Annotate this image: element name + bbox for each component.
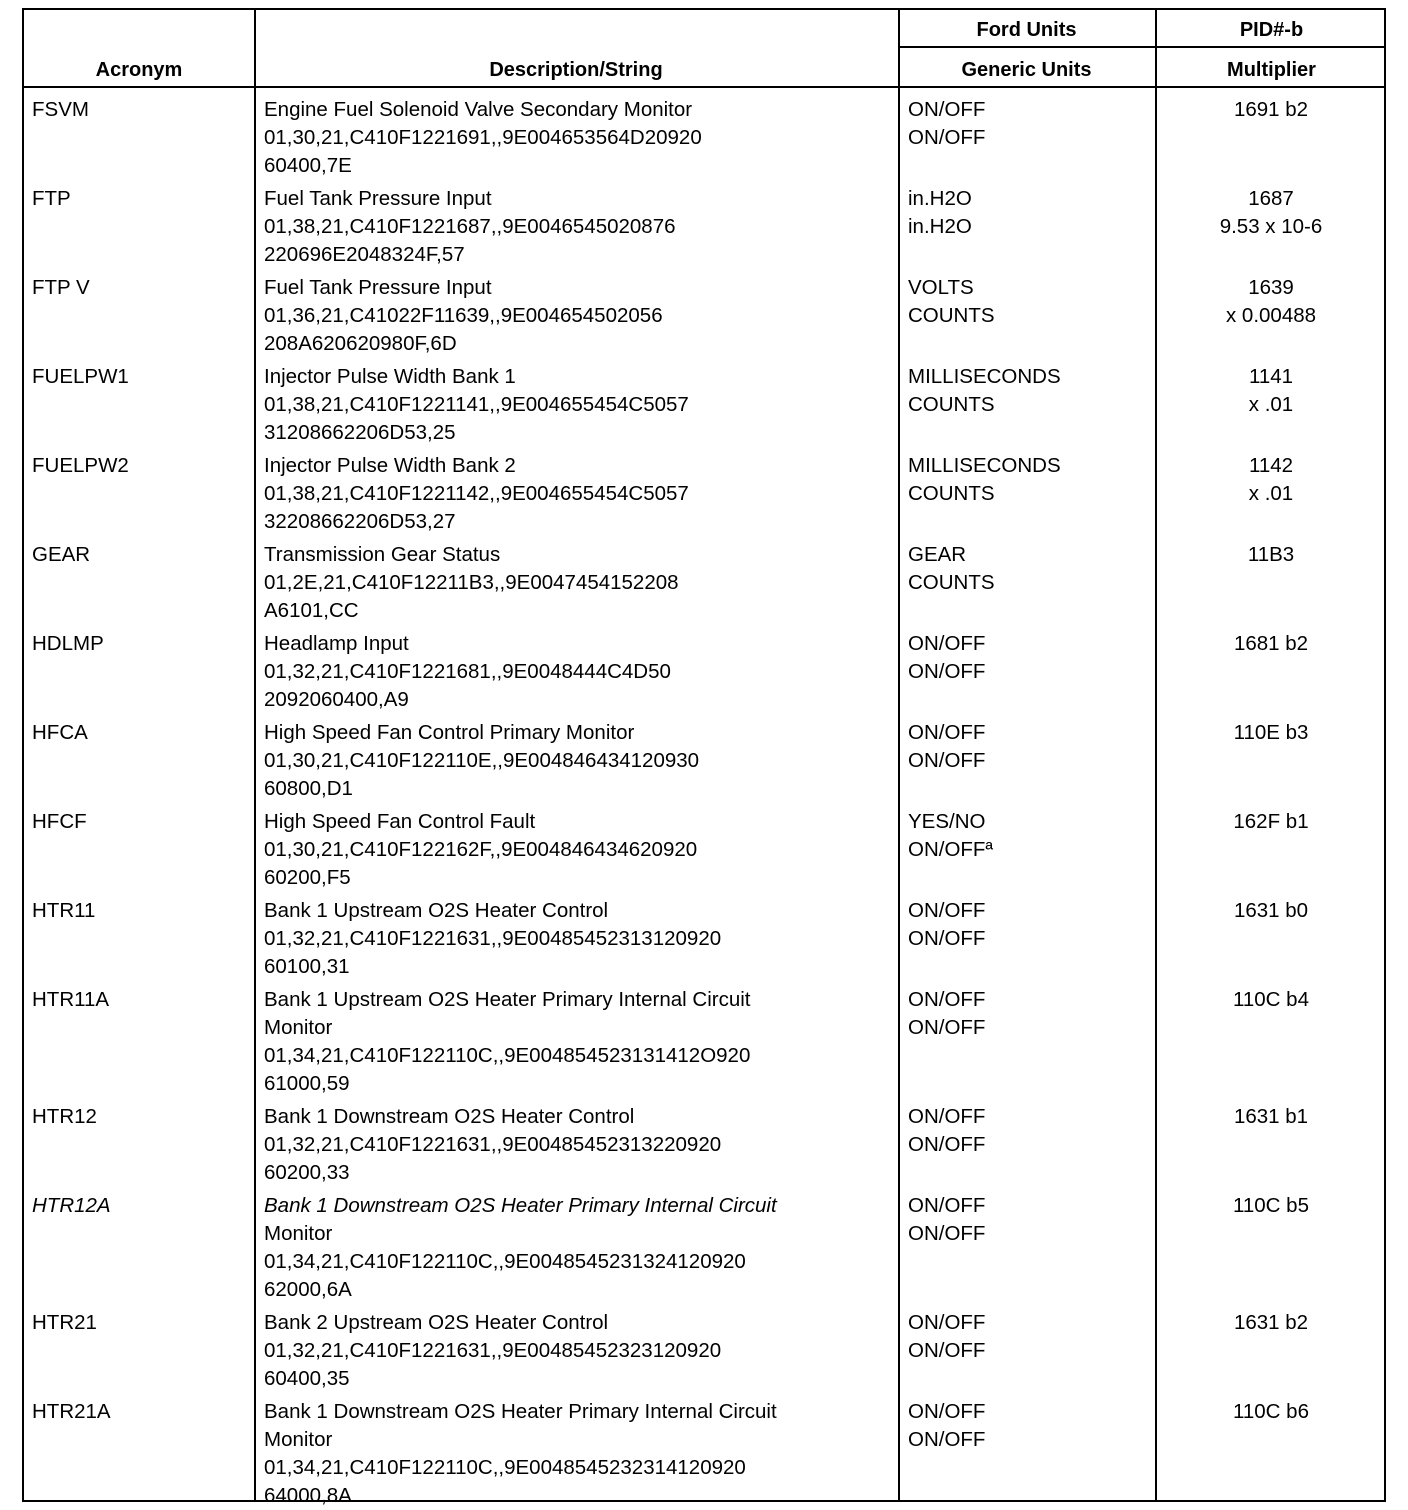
units-cell — [908, 630, 985, 686]
column-divider — [254, 10, 256, 1500]
units-cell-line: COUNTS — [908, 393, 995, 416]
pid-cell-line: 1142 — [1248, 454, 1294, 477]
units-cell — [908, 1103, 985, 1159]
description-cell — [264, 808, 697, 892]
units-cell-line: COUNTS — [908, 482, 995, 505]
units-cell — [908, 897, 985, 953]
description-cell-line: 62000,6A — [264, 1278, 352, 1301]
units-cell-line: ON/OFF — [908, 1428, 986, 1451]
units-cell-line: MILLISECONDS — [908, 365, 1061, 388]
units-cell-line: ON/OFF — [908, 632, 986, 655]
units-cell-line: ON/OFF — [908, 1222, 986, 1245]
description-cell-line: Transmission Gear Status — [264, 543, 501, 566]
acronym-cell: GEAR — [32, 543, 91, 566]
pid-cell — [1158, 1309, 1384, 1337]
description-cell-line: 01,2E,21,C410F12211B3,,9E0047454152208 — [264, 571, 679, 594]
description-cell-line: 01,36,21,C41022F11639,,9E004654502056 — [264, 304, 663, 327]
description-cell-line: 60400,7E — [264, 154, 352, 177]
description-cell-line: 01,34,21,C410F122110C,,9E0048545231324120920 — [264, 1250, 746, 1273]
description-cell-line: 01,32,21,C410F1221631,,9E00485452313220920 — [264, 1133, 722, 1156]
units-cell — [908, 185, 972, 241]
description-cell-line: 60100,31 — [264, 955, 350, 978]
description-cell-line: 60200,33 — [264, 1161, 350, 1184]
header-description: Description/String — [489, 59, 663, 81]
description-cell — [264, 541, 679, 625]
units-cell — [908, 1309, 985, 1365]
header-pid: PID#-b — [1239, 19, 1304, 41]
description-cell-line: Monitor — [264, 1222, 333, 1245]
acronym-cell: HTR11A — [32, 988, 110, 1011]
units-cell — [908, 986, 985, 1042]
description-cell-line: 64000,8A — [264, 1484, 352, 1507]
units-cell-line: ON/OFF — [908, 721, 986, 744]
description-cell-line: 61000,59 — [264, 1072, 350, 1095]
acronym-cell: FUELPW1 — [32, 365, 129, 388]
units-cell — [908, 1398, 985, 1454]
pid-cell — [1158, 541, 1384, 569]
description-cell — [264, 630, 671, 714]
description-cell — [264, 452, 689, 536]
units-cell — [908, 808, 993, 864]
units-cell-line: in.H2O — [908, 215, 972, 238]
units-cell-line: ON/OFF — [908, 98, 986, 121]
description-cell-line: 60400,35 — [264, 1367, 350, 1390]
description-cell-line: Bank 1 Downstream O2S Heater Primary Internal Circuit — [264, 1194, 777, 1217]
description-cell-line: Monitor — [264, 1016, 333, 1039]
pid-cell — [1158, 719, 1384, 747]
description-cell-line: 2092060400,A9 — [264, 688, 409, 711]
pid-cell-line: 11B3 — [1247, 543, 1295, 566]
description-cell-line: 01,38,21,C410F1221142,,9E004655454C5057 — [264, 482, 689, 505]
description-cell-line: 60800,D1 — [264, 777, 353, 800]
description-cell-line: Fuel Tank Pressure Input — [264, 276, 492, 299]
description-cell-line: Bank 1 Upstream O2S Heater Control — [264, 899, 609, 922]
pid-cell-line: 9.53 x 10-6 — [1219, 215, 1323, 238]
description-cell-line: 60200,F5 — [264, 866, 351, 889]
description-cell — [264, 274, 663, 358]
column-divider — [1155, 10, 1157, 1500]
units-cell-line: ON/OFF — [908, 126, 986, 149]
description-cell-line: Engine Fuel Solenoid Valve Secondary Monitor — [264, 98, 693, 121]
description-cell-line: Bank 1 Downstream O2S Heater Primary Internal Circuit — [264, 1400, 777, 1423]
units-cell-line: ON/OFF — [908, 1133, 986, 1156]
pid-cell — [1158, 897, 1384, 925]
pid-cell-line: 1631 b1 — [1233, 1105, 1309, 1128]
pid-cell-line: 1639 — [1248, 276, 1294, 299]
pid-cell — [1158, 452, 1384, 508]
pid-cell-line: 110E b3 — [1233, 721, 1309, 744]
description-cell-line: Monitor — [264, 1428, 333, 1451]
description-cell-line: 31208662206D53,25 — [264, 421, 456, 444]
description-cell-line: 32208662206D53,27 — [264, 510, 456, 533]
column-divider — [898, 10, 900, 1500]
pid-cell-line: x .01 — [1248, 482, 1294, 505]
description-cell-line: A6101,CC — [264, 599, 359, 622]
pid-cell-line: 1681 b2 — [1233, 632, 1309, 655]
acronym-cell: HDLMP — [32, 632, 104, 655]
pid-cell — [1158, 986, 1384, 1014]
description-cell-line: 01,30,21,C410F1221691,,9E004653564D20920 — [264, 126, 702, 149]
pid-cell-line: 110C b5 — [1233, 1194, 1309, 1217]
pid-cell-line: 162F b1 — [1233, 810, 1309, 833]
units-cell-line: ON/OFF — [908, 1105, 986, 1128]
description-cell — [264, 363, 689, 447]
units-cell — [908, 452, 1061, 508]
units-cell-line: COUNTS — [908, 304, 995, 327]
units-cell-line: COUNTS — [908, 571, 995, 594]
description-cell-line: 01,30,21,C410F122110E,,9E004846434120930 — [264, 749, 700, 772]
acronym-cell: HTR21 — [32, 1311, 97, 1334]
units-cell-line: ON/OFF — [908, 1339, 986, 1362]
units-cell-line: ON/OFFª — [908, 838, 994, 861]
units-cell-line: ON/OFF — [908, 1194, 986, 1217]
pid-cell — [1158, 808, 1384, 836]
header-acronym: Acronym — [95, 59, 183, 81]
acronym-cell: HTR11 — [32, 899, 96, 922]
description-cell-line: Fuel Tank Pressure Input — [264, 187, 492, 210]
pid-cell-line: 1631 b0 — [1233, 899, 1309, 922]
description-cell-line: Injector Pulse Width Bank 2 — [264, 454, 516, 477]
description-cell-line: High Speed Fan Control Fault — [264, 810, 536, 833]
description-cell — [264, 1192, 777, 1304]
pid-cell-line: 110C b4 — [1233, 988, 1309, 1011]
units-cell-line: VOLTS — [908, 276, 974, 299]
description-cell — [264, 1103, 721, 1187]
acronym-cell: FTP — [32, 187, 71, 210]
units-cell-line: ON/OFF — [908, 1016, 986, 1039]
pid-cell-line: 1687 — [1248, 187, 1294, 210]
description-cell-line: 01,34,21,C410F122110C,,9E0048545232314120920 — [264, 1456, 746, 1479]
acronym-cell: HTR12 — [32, 1105, 97, 1128]
pid-cell-line: x .01 — [1248, 393, 1294, 416]
units-cell-line: MILLISECONDS — [908, 454, 1061, 477]
description-cell-line: 01,30,21,C410F122162F,,9E004846434620920 — [264, 838, 698, 861]
header-subdivider — [898, 46, 1384, 48]
acronym-cell: HTR12A — [32, 1194, 111, 1217]
pid-cell — [1158, 630, 1384, 658]
header-generic-units: Generic Units — [961, 59, 1092, 81]
units-cell-line: GEAR — [908, 543, 967, 566]
header-multiplier: Multiplier — [1227, 59, 1316, 81]
header-divider — [24, 86, 1384, 88]
description-cell — [264, 897, 721, 981]
pid-cell — [1158, 1398, 1384, 1426]
pid-cell — [1158, 1192, 1384, 1220]
pid-cell — [1158, 1103, 1384, 1131]
description-cell-line: Bank 1 Downstream O2S Heater Control — [264, 1105, 635, 1128]
pid-cell — [1158, 363, 1384, 419]
acronym-cell: FTP V — [32, 276, 90, 299]
units-cell — [908, 96, 985, 152]
description-cell-line: Injector Pulse Width Bank 1 — [264, 365, 516, 388]
units-cell-line: YES/NO — [908, 810, 986, 833]
pid-cell-line: 1691 b2 — [1233, 98, 1309, 121]
units-cell-line: ON/OFF — [908, 749, 986, 772]
units-cell — [908, 719, 985, 775]
units-cell — [908, 274, 995, 330]
pid-reference-table — [22, 8, 1386, 1507]
description-cell-line: 208A620620980F,6D — [264, 332, 457, 355]
acronym-cell: HFCF — [32, 810, 87, 833]
description-cell — [264, 1398, 777, 1510]
units-cell-line: ON/OFF — [908, 1400, 986, 1423]
pid-cell — [1158, 274, 1384, 330]
acronym-cell: HFCA — [32, 721, 88, 744]
units-cell — [908, 1192, 985, 1248]
description-cell — [264, 185, 676, 269]
acronym-cell: FSVM — [32, 98, 89, 121]
acronym-cell: FUELPW2 — [32, 454, 129, 477]
units-cell — [908, 363, 1061, 419]
description-cell-line: Bank 1 Upstream O2S Heater Primary Internal Circuit — [264, 988, 751, 1011]
units-cell-line: ON/OFF — [908, 1311, 986, 1334]
units-cell-line: ON/OFF — [908, 988, 986, 1011]
description-cell-line: 01,38,21,C410F1221141,,9E004655454C5057 — [264, 393, 689, 416]
description-cell-line: Headlamp Input — [264, 632, 409, 655]
units-cell-line: ON/OFF — [908, 660, 986, 683]
header-ford-units: Ford Units — [976, 19, 1077, 41]
description-cell-line: 01,32,21,C410F1221631,,9E00485452323120920 — [264, 1339, 722, 1362]
pid-cell — [1158, 96, 1384, 124]
pid-cell-line: 1141 — [1248, 365, 1294, 388]
description-cell-line: 220696E2048324F,57 — [264, 243, 465, 266]
description-cell — [264, 986, 750, 1098]
pid-cell-line: 1631 b2 — [1233, 1311, 1309, 1334]
pid-cell — [1158, 185, 1384, 241]
description-cell-line: High Speed Fan Control Primary Monitor — [264, 721, 635, 744]
units-cell-line: ON/OFF — [908, 927, 986, 950]
units-cell-line: in.H2O — [908, 187, 972, 210]
description-cell-line: 01,32,21,C410F1221681,,9E0048444C4D50 — [264, 660, 671, 683]
description-cell — [264, 1309, 721, 1393]
description-cell-line: 01,38,21,C410F1221687,,9E0046545020876 — [264, 215, 676, 238]
description-cell — [264, 719, 699, 803]
acronym-cell: HTR21A — [32, 1400, 111, 1423]
description-cell — [264, 96, 702, 180]
pid-cell-line: x 0.00488 — [1225, 304, 1317, 327]
pid-cell-line: 110C b6 — [1233, 1400, 1309, 1423]
description-cell-line: 01,32,21,C410F1221631,,9E00485452313120920 — [264, 927, 722, 950]
description-cell-line: Bank 2 Upstream O2S Heater Control — [264, 1311, 609, 1334]
units-cell — [908, 541, 995, 597]
units-cell-line: ON/OFF — [908, 899, 986, 922]
description-cell-line: 01,34,21,C410F122110C,,9E004854523131412O920 — [264, 1044, 751, 1067]
